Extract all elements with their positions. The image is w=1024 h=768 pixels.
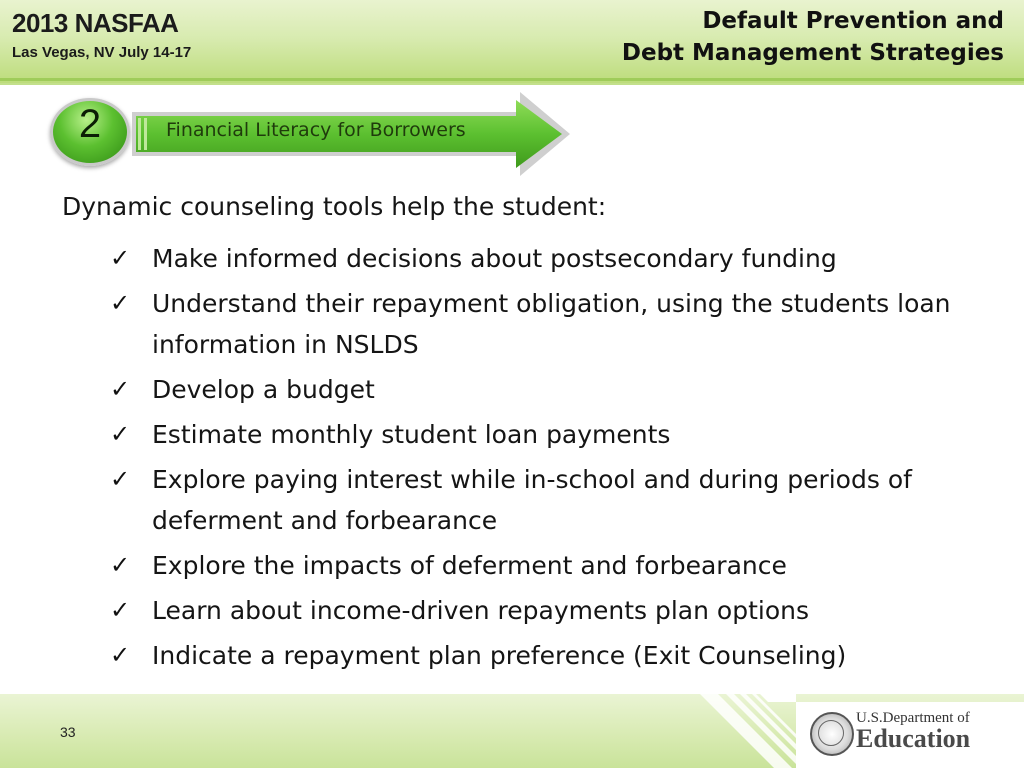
- checkmark-icon: ✓: [110, 289, 131, 317]
- bullet-text: Indicate a repayment plan preference (Exit Counseling): [152, 641, 847, 670]
- slide-title-line-1: Default Prevention and: [702, 8, 1004, 34]
- bullet-text: Explore paying interest while in-school and during periods of deferment and forbearance: [152, 465, 912, 535]
- checkmark-icon: ✓: [110, 420, 131, 448]
- page-number: 33: [60, 724, 76, 740]
- list-item: [110, 545, 990, 586]
- list-item: [110, 590, 990, 631]
- checkmark-icon: ✓: [110, 551, 131, 579]
- bullet-text: Learn about income-driven repayments plan options: [152, 596, 809, 625]
- checkmark-icon: ✓: [110, 465, 131, 493]
- conference-title: 2013 NASFAA: [12, 8, 179, 38]
- lead-text: Dynamic counseling tools help the student:: [62, 192, 607, 221]
- seal-inner-ring: [818, 720, 844, 746]
- list-item: [110, 238, 990, 279]
- list-item: [110, 414, 990, 455]
- step-label: Financial Literacy for Borrowers: [166, 119, 466, 141]
- list-item: [110, 459, 990, 541]
- bullet-text: Understand their repayment obligation, using the students loan information in NSLDS: [152, 289, 951, 359]
- list-item: [110, 369, 990, 410]
- bullet-text: Explore the impacts of deferment and forbearance: [152, 551, 787, 580]
- checkmark-icon: ✓: [110, 244, 131, 272]
- bullet-text: Make informed decisions about postsecondary funding: [152, 244, 837, 273]
- checkmark-icon: ✓: [110, 641, 131, 669]
- checkmark-icon: ✓: [110, 596, 131, 624]
- bullet-text: Develop a budget: [152, 375, 375, 404]
- list-item: [110, 635, 990, 676]
- department-name: U.S.Department of: [856, 710, 970, 726]
- bullet-list: [110, 238, 990, 680]
- slide-title-line-2: Debt Management Strategies: [621, 40, 1004, 66]
- slide-title: [622, 5, 1004, 69]
- step-number: 2: [78, 102, 102, 146]
- header-stripe: [0, 78, 1024, 90]
- conference-subtitle: Las Vegas, NV July 14-17: [12, 44, 192, 61]
- list-item: [110, 283, 990, 365]
- checkmark-icon: ✓: [110, 375, 131, 403]
- department-education: Education: [856, 724, 971, 753]
- bullet-text: Estimate monthly student loan payments: [152, 420, 671, 449]
